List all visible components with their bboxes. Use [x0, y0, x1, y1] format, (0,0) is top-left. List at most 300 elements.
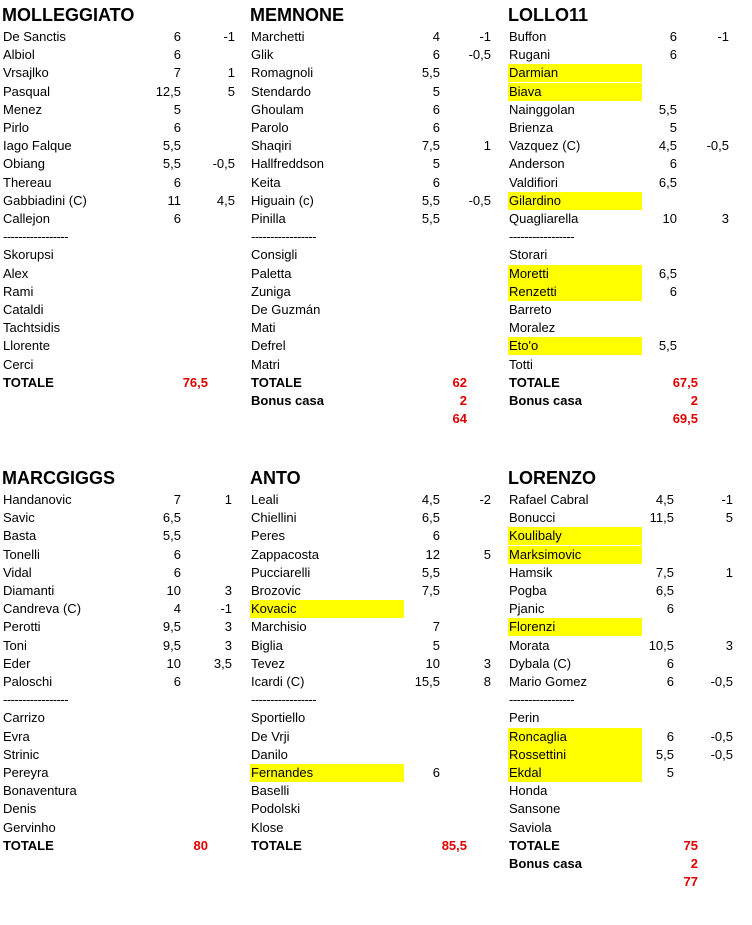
player-name: Tevez	[251, 655, 285, 671]
total-value: 69,5	[672, 411, 698, 427]
player-vote: 7,5	[421, 583, 440, 598]
player-name: Sansone	[509, 801, 561, 817]
player-vote: 6,5	[655, 583, 674, 598]
player-row	[2, 527, 252, 545]
player-name: Mario Gomez	[509, 674, 588, 689]
player-row	[250, 356, 500, 374]
team-name: MOLLEGGIATO	[2, 5, 135, 25]
total-row	[508, 837, 752, 855]
player-row	[2, 764, 252, 782]
player-bonus: -0,5	[706, 138, 729, 154]
player-name: Saviola	[509, 819, 552, 835]
player-row	[508, 546, 752, 564]
player-vote: 5,5	[655, 746, 674, 762]
player-vote: 6,5	[421, 510, 440, 526]
player-row	[250, 283, 500, 301]
player-vote: 9,5	[162, 619, 181, 635]
player-name: Brienza	[509, 120, 554, 135]
player-vote: 10,5	[648, 637, 674, 653]
player-row	[2, 546, 252, 564]
player-bonus: 3	[224, 583, 232, 598]
player-row	[508, 618, 752, 636]
player-name: Renzetti	[509, 283, 557, 299]
player-bonus: -0,5	[710, 746, 733, 762]
player-name: Consigli	[251, 247, 298, 263]
player-row	[2, 618, 252, 636]
player-row	[2, 210, 252, 228]
player-name: Menez	[3, 101, 43, 117]
player-row	[2, 28, 252, 46]
player-vote: 5,5	[658, 338, 677, 354]
player-row	[508, 174, 752, 192]
player-name: Buffon	[509, 29, 547, 44]
player-name: Savic	[3, 510, 35, 526]
player-name: Perotti	[3, 619, 41, 635]
player-row	[508, 509, 752, 527]
player-vote: 11	[167, 192, 181, 208]
player-row	[2, 337, 252, 355]
player-name: Handanovic	[3, 492, 72, 507]
separator: -----------------	[251, 692, 317, 708]
player-row	[250, 491, 500, 509]
player-bonus: -0,5	[468, 47, 491, 63]
player-vote: 11,5	[649, 510, 674, 526]
player-vote: 5,5	[162, 138, 181, 154]
player-row	[508, 655, 752, 673]
total-value: 62	[452, 374, 467, 390]
separator: -----------------	[3, 229, 69, 245]
player-row	[2, 174, 252, 192]
player-row	[2, 509, 252, 527]
player-row	[2, 265, 252, 283]
player-row	[250, 301, 500, 319]
player-row	[2, 655, 252, 673]
player-bonus: -1	[220, 601, 232, 617]
player-vote: 6	[173, 29, 181, 44]
team-name: LORENZO	[508, 468, 596, 488]
player-row	[250, 746, 500, 764]
player-vote: 5,5	[421, 211, 440, 226]
player-name: Diamanti	[3, 583, 55, 598]
player-name: Defrel	[251, 338, 286, 354]
player-vote: 7	[432, 619, 440, 635]
player-row	[508, 673, 752, 691]
total-row	[250, 374, 500, 392]
player-row	[508, 83, 752, 101]
player-row	[508, 728, 752, 746]
player-row	[250, 728, 500, 746]
player-vote: 6,5	[658, 265, 677, 281]
player-bonus: -0,5	[212, 156, 235, 172]
player-row	[250, 137, 500, 155]
player-name: Gilardino	[509, 192, 562, 208]
total-value: 67,5	[672, 374, 698, 390]
player-row	[250, 600, 500, 618]
player-vote: 6	[669, 156, 677, 172]
player-row	[2, 319, 252, 337]
player-name: Shaqiri	[251, 138, 292, 154]
player-name: Storari	[509, 247, 548, 263]
total-value: 80	[193, 837, 208, 853]
player-name: Tonelli	[3, 546, 40, 562]
player-vote: 6	[173, 47, 181, 63]
player-name: Gabbiadini (C)	[3, 192, 87, 208]
player-name: Anderson	[509, 156, 565, 172]
player-vote: 6	[173, 174, 181, 190]
player-vote: 15,5	[414, 674, 440, 689]
player-name: Higuain (c)	[251, 192, 314, 208]
player-name: Brozovic	[251, 583, 301, 598]
player-bonus: 1	[483, 138, 491, 154]
player-name: De Sanctis	[3, 29, 66, 44]
team-name: LOLLO11	[508, 5, 589, 25]
player-row	[2, 819, 252, 837]
player-row	[508, 119, 752, 137]
player-name: Chiellini	[251, 510, 297, 526]
player-name: Strinic	[3, 746, 40, 762]
player-row	[2, 283, 252, 301]
total-label: TOTALE	[509, 374, 560, 390]
player-row	[508, 210, 752, 228]
player-row	[2, 673, 252, 691]
total-label: TOTALE	[3, 837, 54, 853]
player-vote: 5,5	[658, 101, 677, 117]
player-row	[508, 246, 752, 264]
total-row	[250, 837, 500, 855]
team-name: MEMNONE	[250, 5, 344, 25]
player-bonus: -1	[721, 492, 733, 507]
player-name: Albiol	[3, 47, 35, 63]
player-row	[2, 155, 252, 173]
player-vote: 4	[432, 29, 440, 44]
final-total-row	[250, 410, 500, 428]
player-name: Marchisio	[251, 619, 307, 635]
player-vote: 12	[425, 546, 440, 562]
player-name: Rugani	[509, 47, 551, 63]
player-row	[2, 782, 252, 800]
player-name: Basta	[3, 528, 37, 544]
player-row	[508, 819, 752, 837]
player-name: Pjanic	[509, 601, 545, 617]
player-vote: 4,5	[421, 492, 440, 507]
player-row	[250, 64, 500, 82]
player-name: Alex	[3, 265, 29, 281]
player-row	[508, 782, 752, 800]
player-bonus: 8	[483, 674, 491, 689]
player-row	[250, 337, 500, 355]
player-row	[250, 28, 500, 46]
player-row	[250, 210, 500, 228]
player-row	[250, 174, 500, 192]
player-name: Peres	[251, 528, 285, 544]
player-name: Hallfreddson	[251, 156, 324, 172]
player-row	[508, 709, 752, 727]
player-row	[508, 800, 752, 818]
final-total-row	[508, 410, 752, 428]
player-name: Biava	[509, 83, 542, 99]
player-row	[250, 546, 500, 564]
total-label: TOTALE	[251, 837, 302, 853]
player-row	[250, 637, 500, 655]
player-row	[508, 746, 752, 764]
player-row	[2, 356, 252, 374]
player-name: Glik	[251, 47, 274, 63]
player-name: Rossettini	[509, 746, 567, 762]
player-row	[2, 600, 252, 618]
player-vote: 6,5	[162, 510, 181, 526]
separator: -----------------	[509, 229, 575, 245]
player-name: Vidal	[3, 564, 32, 580]
player-name: Darmian	[509, 65, 559, 81]
player-bonus: -1	[717, 29, 729, 44]
player-row	[250, 782, 500, 800]
team-name: MARCGIGGS	[2, 468, 116, 488]
player-name: Llorente	[3, 338, 50, 354]
player-name: Roncaglia	[509, 728, 567, 744]
player-bonus: 1	[725, 564, 733, 580]
player-name: Stendardo	[251, 83, 311, 99]
player-name: Biglia	[251, 637, 283, 653]
player-name: Leali	[251, 492, 279, 507]
player-vote: 5	[669, 120, 677, 135]
player-vote: 5,5	[162, 156, 181, 172]
player-bonus: 3,5	[213, 655, 232, 671]
player-name: Pirlo	[3, 120, 30, 135]
player-row	[508, 301, 752, 319]
player-vote: 6	[669, 29, 677, 44]
player-vote: 5	[432, 156, 440, 172]
player-name: Eder	[3, 655, 31, 671]
final-total-row	[508, 873, 752, 891]
player-row	[250, 83, 500, 101]
player-name: Pasqual	[3, 83, 50, 99]
player-vote: 6	[173, 120, 181, 135]
player-row	[2, 564, 252, 582]
total-value: 2	[690, 856, 698, 871]
total-value: 85,5	[441, 837, 467, 853]
player-row	[2, 800, 252, 818]
player-vote: 6	[432, 101, 440, 117]
player-row	[508, 64, 752, 82]
player-name: Ghoulam	[251, 101, 304, 117]
player-row	[508, 527, 752, 545]
player-vote: 6	[432, 174, 440, 190]
total-label: Bonus casa	[509, 856, 582, 871]
player-row	[250, 673, 500, 691]
player-row	[508, 137, 752, 155]
player-row	[508, 600, 752, 618]
player-name: Valdifiori	[509, 174, 558, 190]
player-vote: 6	[432, 47, 440, 63]
player-row	[250, 155, 500, 173]
player-bonus: 1	[227, 65, 235, 81]
player-vote: 5	[432, 83, 440, 99]
player-name: Morata	[509, 637, 550, 653]
player-name: Thereau	[3, 174, 52, 190]
player-row	[250, 819, 500, 837]
player-vote: 4,5	[658, 138, 677, 154]
player-bonus: 5	[725, 510, 733, 526]
player-name: Denis	[3, 801, 37, 817]
player-name: Danilo	[251, 746, 288, 762]
player-vote: 6	[666, 674, 674, 689]
player-row	[250, 46, 500, 64]
player-row	[250, 564, 500, 582]
player-row	[508, 46, 752, 64]
player-vote: 7,5	[655, 564, 674, 580]
player-name: Carrizo	[3, 710, 45, 726]
player-vote: 6	[432, 765, 440, 780]
total-label: TOTALE	[509, 837, 560, 853]
player-row	[508, 356, 752, 374]
player-row	[250, 119, 500, 137]
player-name: Toni	[3, 637, 27, 653]
total-value: 2	[690, 393, 698, 408]
player-bonus: 3	[224, 637, 232, 653]
player-name: Koulibaly	[509, 528, 562, 544]
player-name: De Vrji	[251, 728, 290, 744]
player-vote: 5	[173, 101, 181, 117]
player-row	[2, 746, 252, 764]
player-name: Barreto	[509, 302, 552, 317]
total-label: TOTALE	[251, 374, 302, 390]
player-row	[508, 265, 752, 283]
player-name: Evra	[3, 728, 30, 744]
player-row	[508, 582, 752, 600]
player-row	[250, 319, 500, 337]
player-name: Pinilla	[251, 211, 286, 226]
player-vote: 6	[173, 674, 181, 689]
player-vote: 6	[666, 655, 674, 671]
player-row	[2, 46, 252, 64]
player-vote: 6	[432, 528, 440, 544]
player-vote: 6	[669, 47, 677, 63]
player-vote: 5,5	[421, 564, 440, 580]
total-value: 77	[683, 874, 698, 890]
player-row	[250, 265, 500, 283]
player-row	[2, 192, 252, 210]
player-name: Baselli	[251, 783, 290, 799]
player-row	[250, 618, 500, 636]
player-row	[2, 137, 252, 155]
total-value: 2	[459, 393, 467, 408]
player-vote: 7	[173, 492, 181, 507]
separator: -----------------	[251, 229, 317, 245]
player-vote: 10	[662, 211, 677, 226]
player-name: Hamsik	[509, 564, 553, 580]
player-row	[250, 246, 500, 264]
player-row	[250, 192, 500, 210]
player-row	[2, 246, 252, 264]
player-bonus: -1	[223, 29, 235, 44]
player-name: Honda	[509, 783, 548, 799]
total-label: Bonus casa	[509, 393, 582, 408]
player-row	[250, 800, 500, 818]
player-name: Bonaventura	[3, 783, 77, 799]
player-name: Rafael Cabral	[509, 492, 589, 507]
player-name: Matri	[251, 356, 280, 372]
player-bonus: 3	[483, 655, 491, 671]
player-vote: 9,5	[162, 637, 181, 653]
player-name: Marchetti	[251, 29, 305, 44]
player-name: Klose	[251, 819, 284, 835]
player-vote: 5,5	[421, 192, 440, 208]
player-name: Moralez	[509, 320, 556, 336]
player-row	[250, 527, 500, 545]
player-row	[250, 655, 500, 673]
player-vote: 7,5	[421, 138, 440, 154]
player-name: Keita	[251, 174, 281, 190]
player-bonus: 1	[224, 492, 232, 507]
player-name: De Guzmán	[251, 302, 321, 317]
player-bonus: 4,5	[216, 192, 235, 208]
player-row	[250, 101, 500, 119]
player-name: Obiang	[3, 156, 45, 172]
player-bonus: -0,5	[710, 674, 733, 689]
player-row	[2, 728, 252, 746]
player-row	[508, 764, 752, 782]
player-row	[508, 637, 752, 655]
player-bonus: -2	[479, 492, 491, 507]
player-vote: 6	[173, 546, 181, 562]
separator: -----------------	[3, 692, 69, 708]
player-name: Skorupsi	[3, 247, 54, 263]
player-name: Gervinho	[3, 819, 56, 835]
player-name: Rami	[3, 283, 34, 299]
player-row	[250, 709, 500, 727]
player-name: Ekdal	[509, 765, 542, 780]
player-vote: 5	[432, 637, 440, 653]
player-vote: 10	[166, 655, 181, 671]
player-vote: 7	[173, 65, 181, 81]
player-name: Totti	[509, 356, 533, 372]
total-label: Bonus casa	[251, 393, 324, 408]
player-row	[508, 283, 752, 301]
player-vote: 6	[173, 211, 181, 226]
player-row	[250, 764, 500, 782]
player-name: Candreva (C)	[3, 601, 82, 617]
player-name: Vazquez (C)	[509, 138, 581, 154]
player-name: Bonucci	[509, 510, 556, 526]
player-name: Vrsajlko	[3, 65, 49, 81]
player-bonus: 3	[725, 637, 733, 653]
player-row	[2, 491, 252, 509]
player-name: Zuniga	[251, 283, 291, 299]
player-name: Pereyra	[3, 765, 49, 780]
player-vote: 10	[425, 655, 440, 671]
player-row	[2, 101, 252, 119]
player-row	[508, 28, 752, 46]
player-name: Parolo	[251, 120, 289, 135]
player-row	[2, 301, 252, 319]
player-row	[2, 709, 252, 727]
player-name: Tachtsidis	[3, 320, 61, 336]
player-name: Pogba	[509, 583, 547, 598]
player-vote: 6	[432, 120, 440, 135]
player-vote: 4,5	[655, 492, 674, 507]
player-row	[508, 491, 752, 509]
player-name: Perin	[509, 710, 540, 726]
player-row	[508, 319, 752, 337]
separator: -----------------	[509, 692, 575, 708]
player-row	[2, 83, 252, 101]
player-name: Eto'o	[509, 338, 539, 354]
player-row	[2, 119, 252, 137]
player-row	[508, 192, 752, 210]
player-vote: 5,5	[421, 65, 440, 81]
player-row	[508, 155, 752, 173]
total-value: 64	[452, 411, 467, 427]
